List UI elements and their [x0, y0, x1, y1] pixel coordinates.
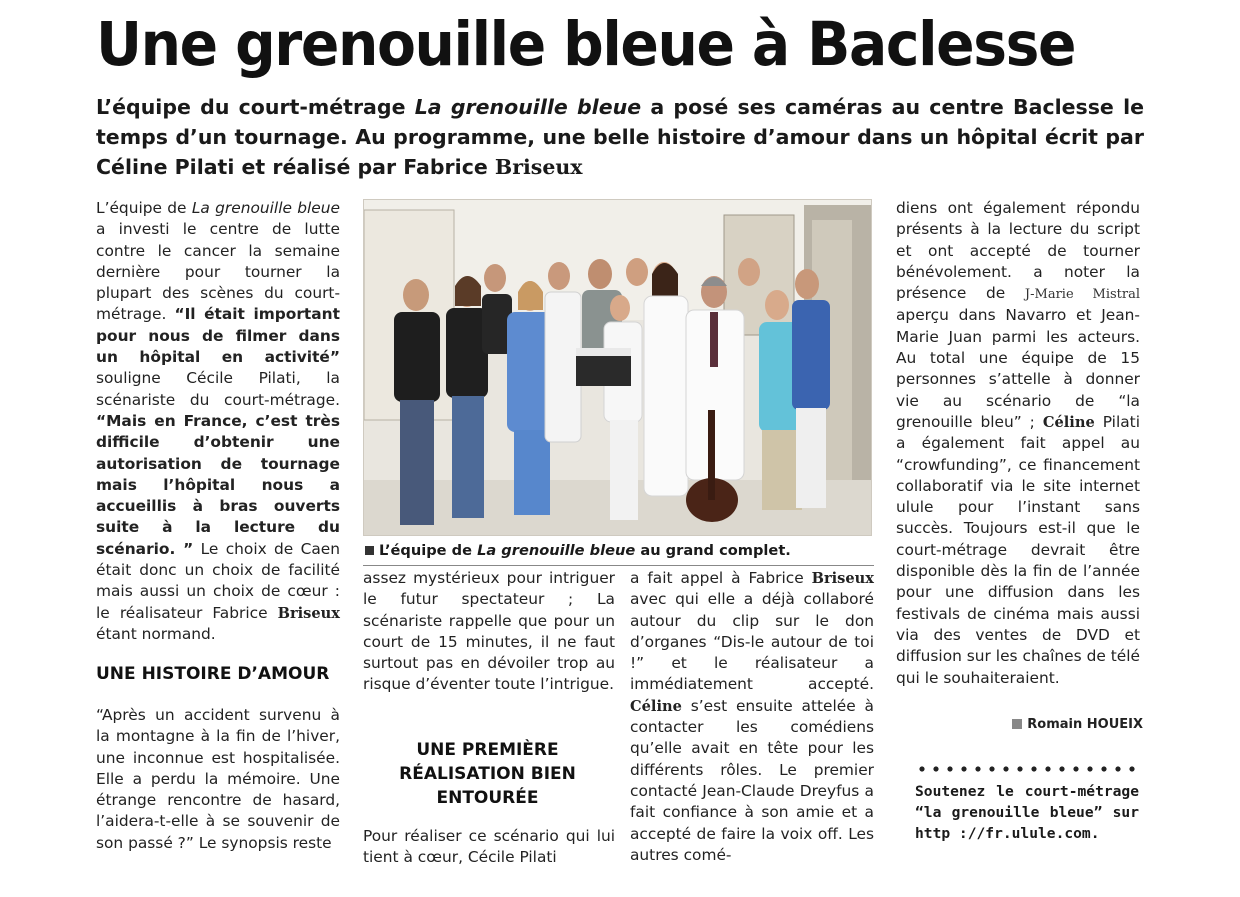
col4-handwritten-name: J-Marie Mistral: [1024, 287, 1140, 303]
caption-bullet: [365, 546, 374, 555]
column-4-paragraph: [896, 198, 1140, 689]
caption-text-a: L’équipe de: [379, 542, 478, 559]
column-1-paragraph-2: “Après un accident survenu à la montagne à la fin de l’hiver, une inconnue est hospitalisée. Elle a perdu la mémoire. Une étrange rencontre de hasard, l’aidera-t-elle à se souvenir de son passé ?” Le synopsis reste: [96, 706, 340, 852]
lede-text-1: L’équipe du court-métrage: [96, 95, 415, 119]
col4-text-a: diens ont également répondu présents à la lecture du script et ont accepté de tourner bénévolement. a noter la présence de: [896, 199, 1140, 303]
byline-author: Romain HOUEIX: [1027, 717, 1143, 732]
column-2-paragraph-2: Pour réaliser ce scénario qui lui tient à cœur, Cécile Pilati: [363, 827, 615, 867]
support-callout: Soutenez le court-métrage “la grenouille bleue” sur http ://fr.ulule.com.: [915, 783, 1139, 842]
caption-film-title: La grenouille bleue: [477, 542, 636, 559]
col1-film-title: La grenouille bleue: [191, 199, 340, 217]
photo-caption: [363, 541, 874, 566]
caption-text-b: au grand complet.: [635, 542, 791, 559]
column-3-paragraph: [630, 568, 874, 866]
byline: [1003, 717, 1143, 732]
col1-quote-2: “Mais en France, c’est très difficile d’obtenir une autorisation de tournage mais l’hôpital nous a accueillis à bras ouverts suite à la lecture du scénario. ”: [96, 411, 340, 558]
column-1-paragraph-1: [96, 198, 340, 645]
column-2-paragraph-1: assez mystérieux pour intriguer le futur spectateur ; La scénariste rappelle que pour un court de 15 minutes, il ne faut surtout pas en dévoiler trop au risque d’éventer toute l’intrigue.: [363, 569, 615, 694]
byline-bullet: [1012, 719, 1022, 729]
col1-text-e: étant normand.: [96, 624, 216, 643]
subhead-premiere-realisation: UNE PREMIÈRE RÉALISATION BIEN ENTOURÉE: [399, 740, 576, 808]
col1-quote-1: “Il était important pour nous de filmer dans un hôpital en activité”: [96, 305, 340, 367]
col4-text-b: aperçu dans Navarro et Jean-Marie Juan parmi les acteurs. Au total une équipe de 15 personnes s’attelle à donner vie au scénario de “la grenouille bleu” ;: [896, 306, 1140, 431]
lede-text-2: a posé ses caméras au centre Baclesse le temps d’un tournage. Au programme, une belle histoire d’amour dans un hôpital écrit par Céline Pilati et réalisé par Fabrice: [96, 95, 1144, 179]
subhead-histoire: UNE HISTOIRE D’AMOUR: [96, 664, 330, 684]
team-photo-illustration: [364, 200, 872, 536]
col1-text-b: a investi le centre de lutte contre le cancer la semaine dernière pour tourner la plupart des scènes du court-métrage.: [96, 220, 340, 324]
col1-text-d: Le choix de Caen était donc un choix de facilité mais aussi un choix de cœur : le réalisateur Fabrice: [96, 539, 341, 622]
col4-text-c: Pilati a également fait appel au “crowfunding”, ce financement collaboratif via le site internet ulule pour l’instant sans succès. Toujours est-il que le court-métrage devrait être disponible dès la fin de l’année pour une diffusion dans les festivals de cinéma mais aussi via des ventes de DVD et diffusion sur les chaînes de télé qui le souhaiteraient.: [896, 412, 1140, 687]
col3-writer-name: Céline: [630, 697, 682, 715]
col3-director-name: Briseux: [811, 570, 874, 587]
col1-text-c: souligne Cécile Pilati, la scénariste du court-métrage.: [96, 369, 340, 409]
col4-writer-name: Céline: [1042, 413, 1095, 431]
col1-director-name: Briseux: [277, 604, 340, 622]
col3-text-a: a fait appel à Fabrice: [630, 569, 812, 587]
dotted-separator: [915, 763, 1140, 775]
col3-text-c: s’est ensuite attelée à contacter les comédiens qu’elle avait en tête pour les différents rôles. Le premier contacté Jean-Claude Dreyfus a fait confiance à son amie et a accepté de faire la voix off. Les autres comé-: [630, 696, 874, 864]
col3-text-b: avec qui elle a déjà collaboré autour du clip sur le don d’organes “Dis-le autour de toi !” et le réalisateur a immédiatement accepté.: [630, 590, 874, 694]
team-photo: [363, 199, 872, 536]
col1-text-a: L’équipe de: [96, 199, 192, 217]
lede: [96, 92, 1144, 182]
lede-director-name: Briseux: [494, 155, 583, 179]
headline: Une grenouille bleue à Baclesse: [96, 9, 1076, 80]
lede-film-title: La grenouille bleue: [414, 95, 642, 119]
